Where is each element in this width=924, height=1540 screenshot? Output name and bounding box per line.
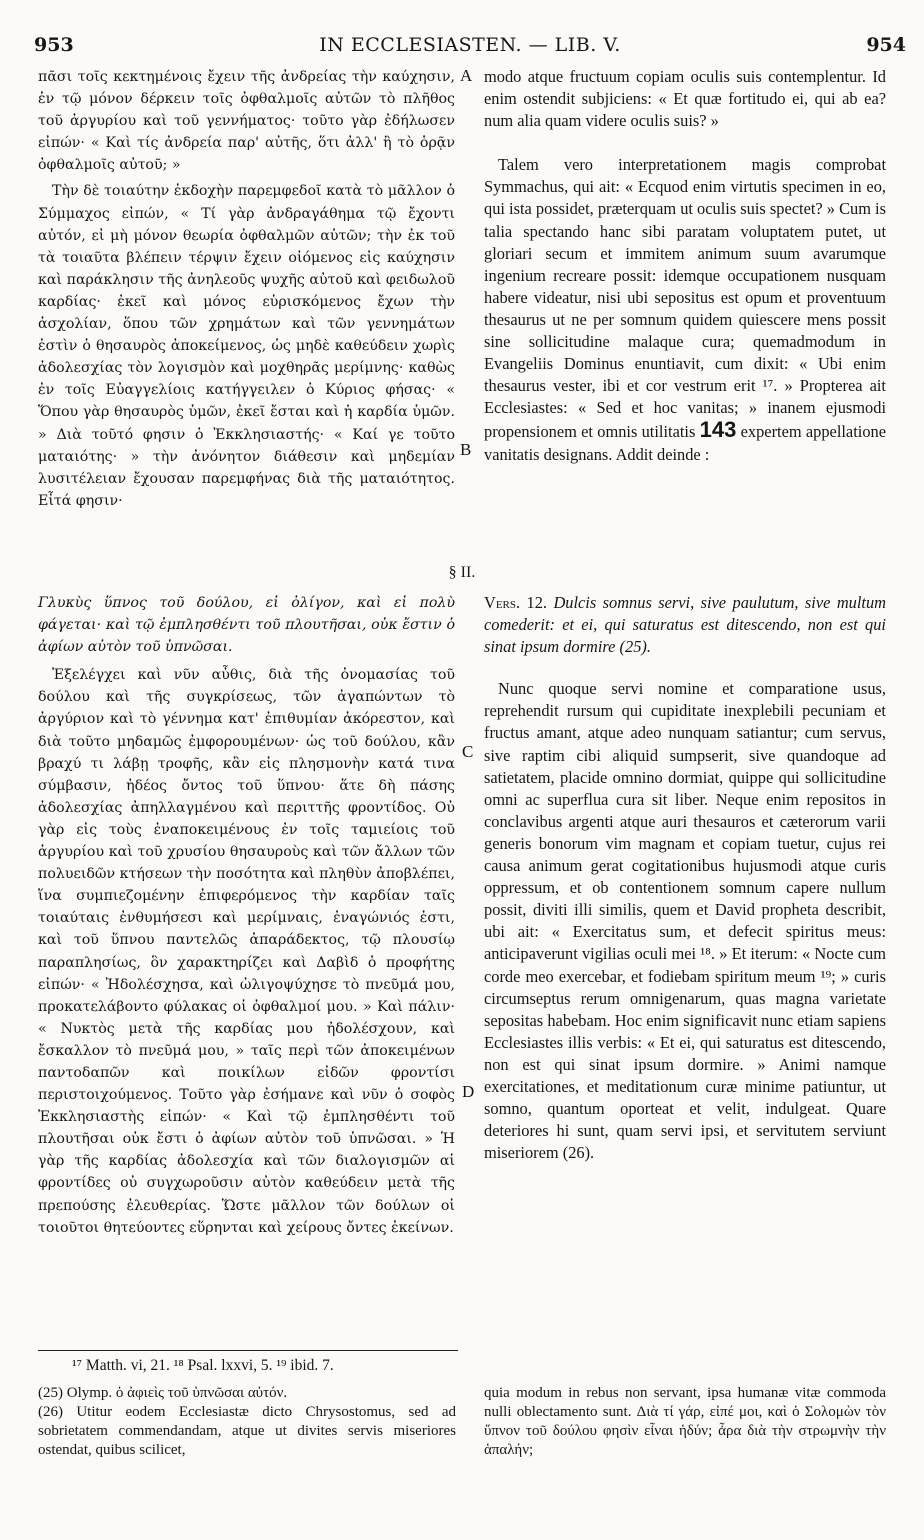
page-number-left: 953	[34, 34, 74, 56]
latin-verse	[484, 592, 886, 658]
margin-marker-c: C	[462, 742, 474, 761]
verse-label: Vers. 12.	[484, 593, 548, 612]
greek-column-lower	[38, 592, 455, 1340]
greek-column-upper	[38, 66, 455, 552]
running-title: IN ECCLESIASTEN. — LIB. V.	[319, 34, 621, 56]
footnote-25: (25) Olymp. ὁ ἀφιεὶς τοῦ ὑπνῶσαι αὐτόν.	[38, 1385, 288, 1401]
latin-text: Talem vero interpretationem magis comprobat Symmachus, qui ait: « Ecquod enim virtutis specimen in eo, qui ista possidet, præterquam ut oculis suis spectet? » Cum is talia spectando hanc sibi paratam voluptatem putet, ut gloriari secum et immitem animum suum avarumque ingenium recreare possit: idemque occupationem nusquam habere videatur, nisi ubi sepositus est opum et proventuum thesaurus ut ne per somnum quidem quiescere mens possit sine sollicitudine malaque cura; quemadmodum in Evangeliis Dominus enuntiavit, cum dixit: « Ubi enim thesaurus vester, ibi et cor vestrum erit ¹⁷. » Propterea ait Ecclesiastes: « Sed et hoc vanitas; » inanem ejusmodi propensionem et omnis utilitatis	[484, 155, 886, 442]
greek-verse: Γλυκὺς ὕπνος τοῦ δούλου, εἰ ὀλίγον, καὶ εἰ πολὺ φάγεται· καὶ τῷ ἐμπλησθέντι τοῦ πλουτῆσαι, οὐκ ἔστιν ὁ ἀφίων αὐτὸν τοῦ ὑπνῶσαι.	[38, 595, 455, 656]
latin-paragraph: Nunc quoque servi nomine et comparatione usus, reprehendit rursum qui cupiditate inexplebili pecuniam et fructus amant, atque adeo nunquam satiantur; cum servus, sive raptim cibi aliquid sumpserit, sive quandoque ad satietatem, placide omnino dormiat, quippe qui sollicitudine omni ac superflua cura sit liber. Neque enim repositos in conclavibus argenti atque auri thesauros et cæterorum varii generis bonorum vim magnam et copiam tuetur, cujus rei causa animum gerat cogitationibus hujusmodi atque curis oppressum, et ob contentionem somnum capere nullum possit, diviti illi similis, quem et David propheta describit, ubi ait: « Exercitatus sum, et defecit spiritus meus: anticipaverunt vigilias oculi mei ¹⁸. » Et iterum: « Nocte cum corde meo exercebar, et fodiebam spiritum meum ¹⁹; » curis circumseptus rerum omnigenarum, quas magna varietate sepositas habebam. Hoc enim significavit nunc etiam sapiens Ecclesiastes illis verbis: « Et ei, qui saturatus est ditescendo, non est qui sinat ipsum dormire. » Animi namque exercitationes, et meditationum curæ minime patiuntur, ut somno, quantum oporteat et velit, indulgeat. Quare deteriores hi sunt, quam servi ipsi, et servitutem serviunt miseriorem (26).	[484, 679, 886, 1163]
margin-marker-d: D	[462, 1082, 475, 1101]
margin-marker-b: B	[460, 440, 472, 459]
greek-paragraph: Ἐξελέγχει καὶ νῦν αὖθις, διὰ τῆς ὀνομασίας τοῦ δούλου καὶ τῆς συγκρίσεως, τῶν ἀγαπώντων τὸ ἀργύριον καὶ τὸ γέννημα κατ' ἐπιθυμίαν ἀκόρεστον, καὶ διὰ τοῦτο μηδαμῶς ἐμφορουμένων· ὡς τοῦ δούλου, κἂν βραχύ τι λάβῃ τροφῆς, κἂν εἰς πλησμονὴν κατά τινα σύμβασιν, ἡδέος ὄντος τοῦ ὕπνου· ἅτε δὴ πάσης ἀδολεσχίας ἀπηλλαγμένου καὶ περιττῆς φροντίδος. Οὐ γὰρ εἰς τοὺς ἐναποκειμένους ἐν τοῖς ταμιείοις τοῦ ἀργυρίου καὶ τοῦ χρυσίου θησαυροὺς καὶ τῶν ἄλλων τῶν πολυειδῶν κτήσεων τὴν ποσότητα καὶ πληθὺν ἀποβλέπει, ἵνα συμπιεζομένην ἐπιφερόμενος τὴν καρδίαν ταῖς τοιαύταις ἐνθυμήσεσι καὶ μερίμναις, ἐναγώνιός ἐστι, καὶ τοῦ ὕπνου παντελῶς ἀπαράδεκτος, τῷ πλουσίῳ παραπλησίως, ὃν χαρακτηρίζει καὶ Δαβὶδ ὁ προφήτης εἰπών· « Ἠδολέσχησα, καὶ ὠλιγοψύχησε τὸ πνεῦμά μου, προκατελάβοντο φύλακας οἱ ὀφθαλμοί μου. » Καὶ πάλιν· « Νυκτὸς μετὰ τῆς καρδίας μου ἠδολέσχουν, καὶ ἔσκαλλον τὸ πνεῦμά μου, » ταῖς περὶ τῶν ἀποκειμένων παντοδαπῶν καὶ ποικίλων εἰδῶν φροντίσι περιστοιχούμενος. Τοῦτο γὰρ ἐσήμανε καὶ νῦν ὁ σοφὸς Ἐκκλησιαστὴς εἰπών· « Καὶ τῷ ἐμπλησθέντι τοῦ πλουτῆσαι οὐκ ἔστι ὁ ἀφίων αὐτὸν τοῦ ὑπνῶσαι. » Ἡ γὰρ τῆς καρδίας ἀδολεσχία καὶ τῶν διαλογισμῶν αἱ φροντίδες οὐ συγχωροῦσιν αὐτὸν καθεύδειν μετὰ τῆς πρεπούσης ἐλευθερίας. Ὥστε μᾶλλον τῶν δούλων οἱ τοιοῦτοι θητεύοντες εὕρηνται καὶ χείρους ὄντες ἐκείνων.	[38, 667, 455, 1236]
latin-paragraph	[484, 154, 886, 465]
footnote-right: quia modum in rebus non servant, ipsa humanæ vitæ commoda nulli oblectamento sunt. Διὰ τί γάρ, εἰπέ μοι, καὶ ὁ Σολομὼν τὸν ὕπνον τοῦ δούλου φησὶν εἶναι ἡδύν; ἆρα διὰ τὴν στρωμνὴν τὴν ἁπαλήν;	[484, 1385, 886, 1458]
running-header	[34, 34, 906, 58]
latin-column-upper	[484, 66, 886, 552]
greek-paragraph: πᾶσι τοῖς κεκτημένοις ἔχειν τῆς ἀνδρείας τὴν καύχησιν, ἐν τῷ μόνον δέρκειν τοῖς ὀφθαλμοῖς αὐτῶν τὸ πλῆθος τοῦ ἀργυρίου καὶ τοῦ γεννήματος· τοῦτο γὰρ ἐδήλωσεν εἰπών· « Καὶ τίς ἀνδρεία παρ' αὐτῆς, ὅτι ἀλλ' ἢ τὸ ὁρᾷν ὀφθαλμοῖς αὐτοῦ; »	[38, 69, 455, 174]
footnote-left	[38, 1384, 456, 1460]
page-number-right: 954	[866, 34, 906, 56]
latin-column-lower	[484, 592, 886, 1340]
greek-paragraph: Τὴν δὲ τοιαύτην ἐκδοχὴν παρεμφεδοῖ κατὰ τὸ μᾶλλον ὁ Σύμμαχος εἰπών, « Τί γὰρ ἀνδραγάθημα τῷ ἔχοντι αὐτόν, εἰ μὴ μόνον θεωρία ὀφθαλμῶν αὐτῶν; τὴν ἐκ τοῦ τὰ τοιαῦτα βλέπειν τέρψιν ἔχειν οἰόμενος εἰς καύχησιν καὶ παράκλησιν τῆς ἀνηλεοῦς ψυχῆς αὐτοῦ καὶ φειδωλοῦ καρδίας· ἐκεῖ καὶ μόνος εὑρισκόμενος ἔχων τὴν ἀσχολίαν, ὅπου τῶν χρημάτων καὶ τῶν γεννημάτων ἐστὶν ὁ θησαυρὸς ἀποκείμενος, ὡς μηδὲ καθεύδειν χωρὶς ἀδολεσχίας τὸν λογισμὸν καὶ μοχθηρᾶς μερίμνης· καθὼς ἐν τοῖς Εὐαγγελίοις κατήγγειλεν ὁ Κύριος φήσας· « Ὅπου γὰρ θησαυρὸς ὑμῶν, ἐκεῖ ἔσται καὶ ἡ καρδία ὑμῶν. » Διὰ τοῦτό φησιν ὁ Ἐκκλησιαστής· « Καί γε τοῦτο ματαιότης· » τὴν ἀνόνητον διάθεσιν καὶ μηδεμίαν λυσιτέλειαν ἔχουσαν παρεμφήνας διὰ τῆς ματαιότητος. Εἶτά φησιν·	[38, 183, 455, 509]
section-heading: § II.	[448, 564, 476, 581]
column-number: 143	[699, 417, 737, 443]
margin-marker-a: A	[460, 66, 473, 85]
latin-paragraph: modo atque fructuum copiam oculis suis contemplentur. Id enim ostendit subjiciens: « Et quæ fortitudo ei, qui ab ea? num alia quam videre oculis suis? »	[484, 67, 886, 131]
verse-text: Dulcis somnus servi, sive paulutum, sive multum comederit: et ei, qui saturatus est ditescendo, non est qui sinat ipsum dormire (25).	[484, 593, 886, 657]
footnote-rule	[38, 1350, 458, 1351]
latin-text: expertem appellatione vanitatis designans. Addit deinde :	[484, 422, 886, 464]
footnote-26: (26) Utitur eodem Ecclesiastæ dicto Chrysostomus, sed ad sobrietatem commendandam, atque ut divites servis miseriores ostendat, quibus scilicet,	[38, 1404, 456, 1458]
scripture-references: ¹⁷ Matth. vi, 21. ¹⁸ Psal. lxxvi, 5. ¹⁹ ibid. 7.	[72, 1357, 334, 1374]
